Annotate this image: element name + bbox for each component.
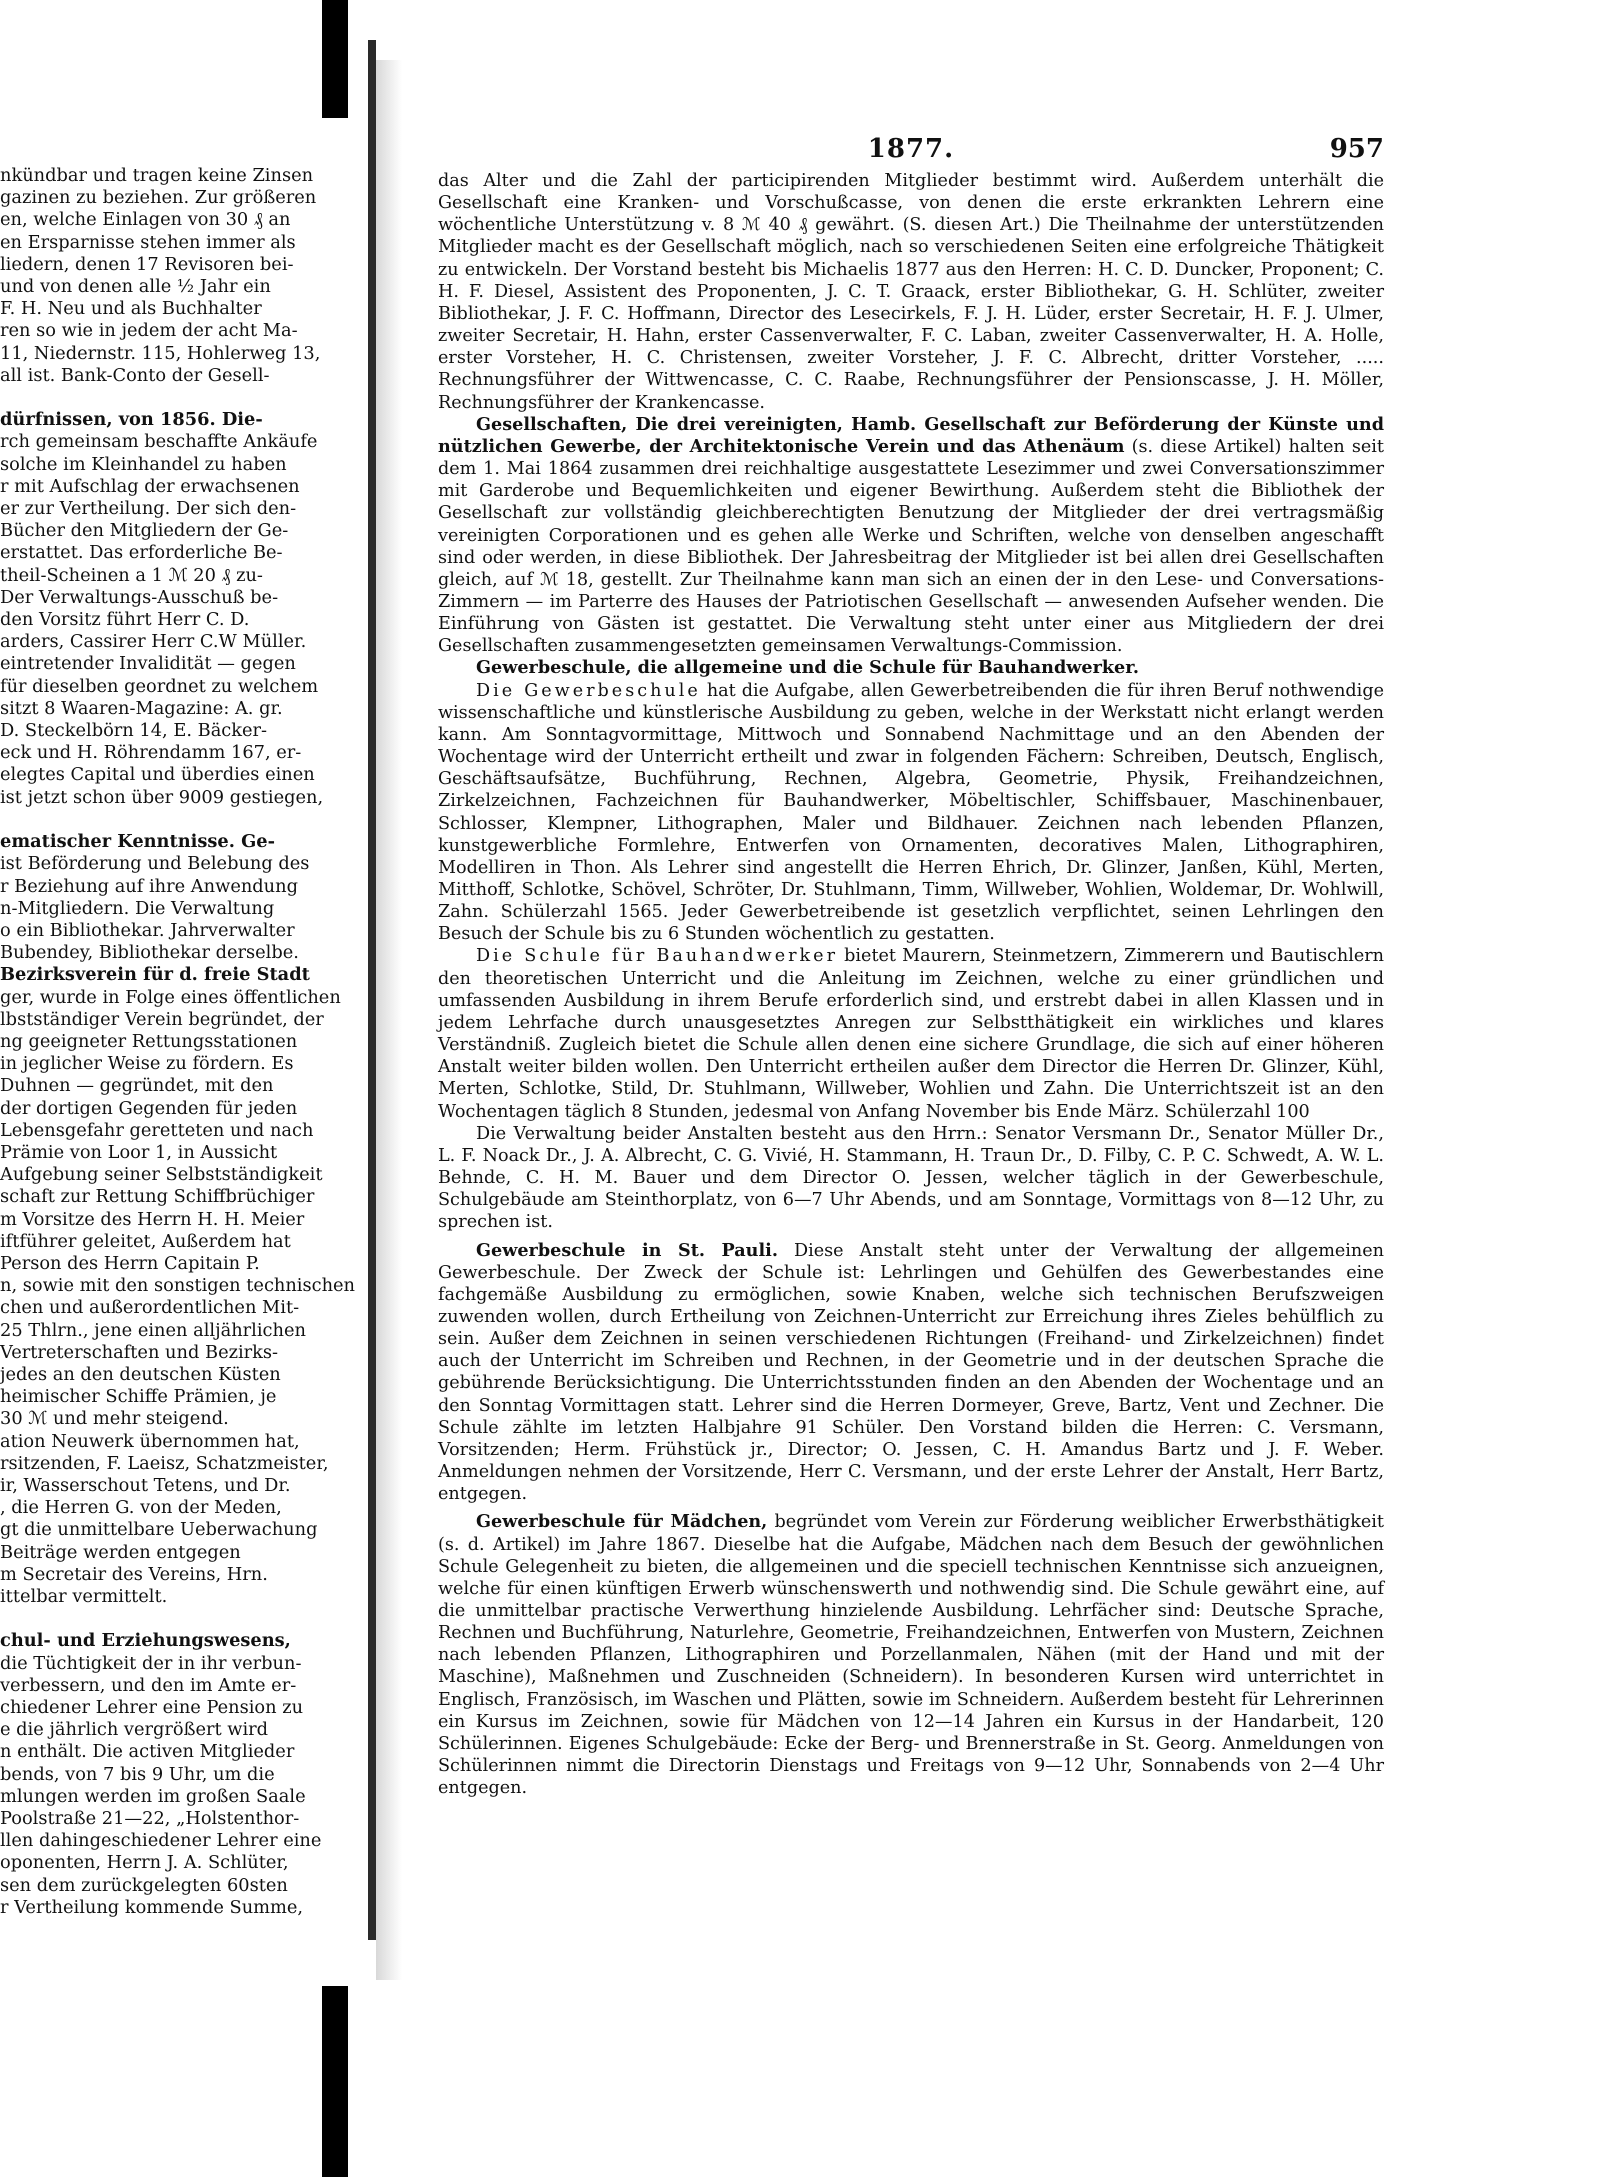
paragraph-verwaltung [438, 1123, 1384, 1234]
left-column-line: Poolstraße 21—22, „Holstenthor- [0, 1808, 300, 1830]
left-column-line: mlungen werden im großen Saale [0, 1785, 306, 1807]
left-column-line: Beiträge werden entgegen [0, 1541, 241, 1563]
left-column-line: bends, von 7 bis 9 Uhr, um die [0, 1763, 275, 1785]
left-column-line: o ein Bibliothekar. Jahrverwalter [0, 919, 295, 941]
left-column-line: n-Mitgliedern. Die Verwaltung [0, 897, 275, 919]
left-column-line: ematischer Kenntnisse. Ge- [0, 831, 275, 853]
left-column-line: r Vertheilung kommende Summe, [0, 1896, 304, 1918]
left-column-line: rch gemeinsam beschaffte Ankäufe [0, 431, 318, 453]
left-column-line: rsitzenden, F. Laeisz, Schatzmeister, [0, 1452, 329, 1474]
left-column-line: all ist. Bank-Conto der Gesell- [0, 364, 270, 386]
left-column-line: gt die unmittelbare Ueberwachung [0, 1519, 318, 1541]
left-column-line: F. H. Neu und als Buchhalter [0, 298, 262, 320]
left-column-line: Duhnen — gegründet, mit den [0, 1075, 274, 1097]
left-column-line: elegtes Capital und überdies einen [0, 764, 315, 786]
entry-text: begründet vom Verein zur Förderung weiblicher Erwerbsthätigkeit (s. d. Artikel) im Jahre 1867. Dieselbe hat die Aufgabe, Mädchen nach dem Besuch der gewöhnlichen Schule Gelegenheit zu bieten, die allgemeinen und die speciell technischen Kenntnisse sich anzueignen, welche für einen künftigen Erwerb wünschenswerth und nothwendig sind. Die Schule gewährt eine, auf die unmittelbar practische Verwerthung hinzielende Ausbildung. Lehrfächer sind: Deutsche Sprache, Rechnen und Buchführung, Naturlehre, Geometrie, Freihandzeichnen, Entwerfen von Mustern, Zeichnen nach lebenden Pflanzen, Lithographiren und Porzellanmalen, Nähen (mit der Hand und mit der Maschine), Maßnehmen und Zuschneiden (Schneidern). In besonderen Kursen wird unterrichtet in Englisch, Französisch, im Waschen und Plätten, sowie im Schneidern. Außerdem besteht für Lehrerinnen ein Kursus im Zeichnen, sowie für Mädchen von 12—14 Jahren ein Kursus in der Handarbeit, 120 Schülerinnen. Eigenes Schulgebäude: Ecke der Berg- und Brennerstraße in St. Georg. Anmeldungen von Schülerinnen nimmt die Directorin Dienstags und Freitags von 9—12 Uhr, Sonnabends von 2—4 Uhr entgegen. [438, 1512, 1384, 1799]
left-column-line: Bubendey, Bibliothekar derselbe. [0, 942, 299, 964]
intro-paragraph: das Alter und die Zahl der participirenden Mitglieder bestimmt wird. Außerdem unterhält die Gesellschaft eine Kranken- und Vorschußcasse, von denen die erste erkrankten Lehrern eine wöchentliche Unterstützung v. 8 ℳ 40 ₰ gewährt. (S. diesen Art.) Die Theilnahme der unterstützenden Mitglieder macht es der Gesellschaft möglich, nach so verschiedenen Seiten eine erfolgreiche Thätigkeit zu entwickeln. Der Vorstand besteht bis Michaelis 1877 aus den Herren: H. C. D. Duncker, Proponent; C. H. F. Diesel, Assistent des Proponenten, J. C. T. Graack, erster Bibliothekar, G. H. Schlüter, zweiter Bibliothekar, J. F. C. Hoffmann, Director des Lesecirkels, F. J. H. Lüder, erster Secretair, H. F. J. Ulmer, zweiter Secretair, H. Hahn, erster Cassenverwalter, F. C. Laban, zweiter Cassenverwalter, H. A. Holle, erster Vorsteher, H. C. Christensen, zweiter Vorsteher, J. F. C. Albrecht, dritter Vorsteher, ..... Rechnungsführer der Wittwencasse, C. C. Raabe, Rechnungsführer der Pensionscasse, J. H. Möller, Rechnungsführer der Krankencasse. [438, 171, 1384, 413]
left-column-line: e die jährlich vergrößert wird [0, 1719, 269, 1741]
paragraph-text: bietet Maurern, Steinmetzern, Zimmerern und Bautischlern den theoretischen Unterricht und die Anleitung im Zeichnen, welche zu einer gründlichen und umfassenden Ausbildung in ihrem Berufe erforderlich sind, und erstrebt dabei in allen Klassen und in jedem Lehrfache durch unausgesetztes Anregen zur Selbstthätigkeit ein wirkliches und klares Verständniß. Zugleich bietet die Schule allen denen eine sichere Grundlage, die sich auf einer höheren Anstalt weiter bilden wollen. Den Unterricht ertheilen außer dem Director die Herren Dr. Glinzer, Kühl, Merten, Schlotke, Stild, Dr. Stuhlmann, Willweber, Wohlien und Zahn. Die Unterrichtszeit ist an den Wochentagen täglich 8 Stunden, jedesmal von Anfang November bis Ende März. Schülerzahl 100 [438, 946, 1384, 1122]
entry-text: (s. diese Artikel) halten seit dem 1. Mai 1864 zusammen drei reichhaltige ausgestattete Lesezimmer und zwei Conversationszimmer mit Garderobe und Bequemlichkeiten und eigener Bewirthung. Außerdem steht die Bibliothek der Gesellschaft zur vollständig gleichberechtigten Benutzung der Mitglieder der drei vertragsmäßig vereinigten Corporationen und es gehen alle Werke und Schriften, welche von denselben angeschafft sind oder werden, in diese Bibliothek. Der Jahresbeitrag der Mitglieder ist bei allen drei Gesellschaften gleich, auf ℳ 18, gestellt. Zur Theilnahme kann man sich an einen der in den Lese- und Conversations-Zimmern — im Parterre des Hauses der Patriotischen Gesellschaft — anwesenden Aufseher wenden. Die Einführung von Gästen ist gestattet. Die Verwaltung steht unter einer aus Mitgliedern der drei Gesellschaften zusammengesetzten gemeinsamen Verwaltungs-Commission. [438, 436, 1385, 657]
left-column-line: r Beziehung auf ihre Anwendung [0, 875, 298, 897]
left-column-line: solche im Kleinhandel zu haben [0, 453, 287, 475]
left-column-line: liedern, denen 17 Revisoren bei- [0, 253, 294, 275]
entry-gesellschaften [438, 414, 1384, 658]
left-column-line: in jeglicher Weise zu fördern. Es [0, 1053, 294, 1075]
left-column-line: , die Herren G. von der Meden, [0, 1497, 282, 1519]
left-column-line: chen und außerordentlichen Mit- [0, 1297, 300, 1319]
paragraph-text: Die Verwaltung beider Anstalten besteht aus den Hrrn.: Senator Versmann Dr., Senator Müller Dr., L. F. Noack Dr., J. A. Albrecht, C. G. Vivié, H. Stammann, H. Traun Dr., D. Filby, C. P. C. Schwedt, A. W. L. Behnde, C. H. M. Bauer und dem Director O. Jessen, welcher täglich in der Gewerbeschule, Schulgebäude am Steinthorplatz, von 6—7 Uhr Abends, und am Sonntage, Vormittags von 8—12 Uhr, zu sprechen ist. [438, 1123, 1384, 1233]
left-column-line: und von denen alle ½ Jahr ein [0, 276, 271, 298]
left-column-line: ir, Wasserschout Tetens, und Dr. [0, 1474, 291, 1496]
left-column-line: ng geeigneter Rettungsstationen [0, 1030, 298, 1052]
binding-edge [368, 40, 376, 1940]
left-column-line: theil-Scheinen a 1 ℳ 20 ₰ zu- [0, 564, 263, 586]
left-column-line: ation Neuwerk übernommen hat, [0, 1430, 300, 1452]
entry-gewerbeschule-heading [438, 657, 1384, 679]
page-gutter [376, 60, 402, 1980]
left-column-line: n, sowie mit den sonstigen technischen [0, 1275, 355, 1297]
left-column-line: Person des Herrn Capitain P. [0, 1252, 260, 1274]
binding-edge-bottom [322, 1986, 348, 2177]
left-column-line [0, 809, 365, 831]
left-column-line: en Ersparnisse stehen immer als [0, 231, 296, 253]
left-column-line: für dieselben geordnet zu welchem [0, 675, 319, 697]
left-column-line: llen dahingeschiedener Lehrer eine [0, 1830, 322, 1852]
left-column-line: Lebensgefahr geretteten und nach [0, 1119, 314, 1141]
left-column-line: arders, Cassirer Herr C.W Müller. [0, 631, 307, 653]
page-year: 1877. [867, 134, 955, 164]
entry-heading: Gewerbeschule, die allgemeine und die Schule für Bauhandwerker. [476, 657, 1140, 679]
left-column-line: Bücher den Mitgliedern der Ge- [0, 520, 289, 542]
entry-heading: Gewerbeschule für Mädchen, [476, 1511, 768, 1533]
left-column-line: m Secretair des Vereins, Hrn. [0, 1563, 268, 1585]
entry-maedchen [438, 1511, 1384, 1799]
left-column-line: die Tüchtigkeit der in ihr verbun- [0, 1652, 302, 1674]
left-column-line: dürfnissen, von 1856. Die- [0, 409, 263, 431]
left-column-line [0, 387, 365, 409]
left-column-line: heimischer Schiffe Prämien, je [0, 1386, 277, 1408]
left-column-line: eintretender Invalidität — gegen [0, 653, 296, 675]
left-column-line: ist Beförderung und Belebung des [0, 853, 310, 875]
left-column-line: ger, wurde in Folge eines öffentlichen [0, 986, 341, 1008]
entry-heading: Gewerbeschule in St. Pauli. [476, 1239, 778, 1261]
left-column-line: en, welche Einlagen von 30 ₰ an [0, 209, 291, 231]
left-column-line: sitzt 8 Waaren-Magazine: A. gr. [0, 697, 283, 719]
paragraph-text: hat die Aufgabe, allen Gewerbetreibenden die für ihren Beruf nothwendige wissenschaftliche und künstlerische Ausbildung zu geben, welche in der Werkstatt nicht erlangt werden kann. Am Sonntagvormittage, Mittwoch und Sonnabend Nachmittage und an den Abenden der Wochentage wird der Unterricht ertheilt und zwar in folgenden Fächern: Schreiben, Deutsch, Englisch, Geschäftsaufsätze, Buchführung, Rechnen, Algebra, Geometrie, Physik, Freihandzeichnen, Zirkelzeichnen, Fachzeichnen für Bauhandwerker, Möbeltischler, Schiffsbauer, Maschinenbauer, Schlosser, Klempner, Lithographen, Maler und Bildhauer. Zeichnen nach lebenden Pflanzen, kunstgewerbliche Formlehre, Entwerfen von Ornamenten, decoratives Malen, Lithographiren, Modelliren in Thon. Als Lehrer sind angestellt die Herren Ehrich, Dr. Glinzer, Janßen, Kühl, Merten, Mitthoff, Schlotke, Schövel, Schröter, Dr. Stuhlmann, Timm, Willweber, Wohlien, Woldemar, Dr. Wohlwill, Zahn. Schülerzahl 1565. Jeder Gewerbetreibende ist gesetzlich verpflichtet, seinen Lehrlingen den Besuch der Schule bis zu 6 Stunden wöchentlich zu gestatten. [438, 680, 1384, 945]
left-column-line: der dortigen Gegenden für jeden [0, 1097, 298, 1119]
left-column-line: n enthält. Die activen Mitglieder [0, 1741, 295, 1763]
entry-text: Diese Anstalt steht unter der Verwaltung der allgemeinen Gewerbeschule. Der Zweck der Schule ist: Lehrlingen und Gehülfen des Gewerbestandes eine fachgemäße Ausbildung zu ermöglichen, sowie Knaben, welche sich technischen Berufszweigen zuwenden wollen, durch Ertheilung von Zeichnen-Unterricht zur Erreichung ihres Zieles behülflich zu sein. Außer dem Zeichnen in seinen verschiedenen Richtungen (Freihand- und Zirkelzeichnen) findet auch der Unterricht im Schreiben und Rechnen, in der Geometrie und in der deutschen Sprache die gebührende Berücksichtigung. Die Unterrichtsstunden finden an den Abenden der Wochentage und an den Sonntag Vormittagen statt. Lehrer sind die Herren Dormeyer, Greve, Bartz, Vent und Zechner. Die Schule zählte im letzten Halbjahre 91 Schüler. Den Vorstand bilden die Herren: C. Versmann, Vorsitzenden; Herm. Frühstück jr., Director; O. Jessen, C. H. Amandus Bartz und J. F. Weber. Anmeldungen nehmen der Vorsitzende, Herr C. Versmann, und der erste Lehrer der Anstalt, Herr Bartz, entgegen. [438, 1240, 1384, 1505]
left-column-line: den Vorsitz führt Herr C. D. [0, 609, 250, 631]
left-column-line: schaft zur Rettung Schiffbrüchiger [0, 1186, 315, 1208]
left-column-line: lbstständiger Verein begründet, der [0, 1008, 324, 1030]
left-column-line: iftführer geleitet, Außerdem hat [0, 1230, 291, 1252]
left-column-line: 11, Niedernstr. 115, Hohlerweg 13, [0, 342, 321, 364]
left-column-line: chul- und Erziehungswesens, [0, 1630, 291, 1652]
left-column-line: verbessern, und den im Amte er- [0, 1674, 297, 1696]
binding-edge-top [322, 0, 348, 118]
left-column-line: eck und H. Röhrendamm 167, er- [0, 742, 302, 764]
lead-words: Die Gewerbeschule [476, 680, 701, 701]
page-number: 957 [1329, 134, 1384, 164]
left-column-line: ren so wie in jedem der acht Ma- [0, 320, 298, 342]
left-column-line: Prämie von Loor 1, in Aussicht [0, 1141, 278, 1163]
paragraph-bauhandwerker [438, 945, 1384, 1122]
left-column-line: erstattet. Das erforderliche Be- [0, 542, 283, 564]
left-column-line: m Vorsitze des Herrn H. H. Meier [0, 1208, 305, 1230]
left-column-line: sen dem zurückgelegten 60sten [0, 1874, 288, 1896]
left-column-line: chiedener Lehrer eine Pension zu [0, 1697, 304, 1719]
left-column-line: ist jetzt schon über 9009 gestiegen, [0, 786, 324, 808]
left-column-line: r mit Aufschlag der erwachsenen [0, 475, 300, 497]
entry-st-pauli [438, 1240, 1384, 1506]
left-column-line: oponenten, Herrn J. A. Schlüter, [0, 1852, 289, 1874]
left-column-line: Bezirksverein für d. freie Stadt [0, 964, 310, 986]
left-column-line: ittelbar vermittelt. [0, 1586, 168, 1607]
left-column-line: er zur Vertheilung. Der sich den- [0, 498, 297, 520]
running-head [438, 130, 1384, 170]
entry-heading: Gesellschaften, Die drei vereinigten, Hamb. Gesellschaft zur Beförderung der Künste und nützlichen Gewerbe, der Architektonische Verein und das Athenäum [438, 413, 1384, 457]
left-column-line: 30 ℳ und mehr steigend. [0, 1408, 229, 1430]
left-page-column [0, 165, 365, 1945]
left-column-line: nkündbar und tragen keine Zinsen [0, 165, 314, 186]
paragraph-gewerbeschule [438, 680, 1384, 946]
left-column-line: jedes an den deutschen Küsten [0, 1363, 281, 1385]
left-column-line: Der Verwaltungs-Ausschuß be- [0, 586, 279, 608]
left-column-line: D. Steckelbörn 14, E. Bäcker- [0, 720, 268, 742]
left-column-line: Vertreterschaften und Bezirks- [0, 1341, 279, 1363]
right-page [438, 130, 1384, 1799]
left-column-line [0, 1608, 365, 1630]
lead-words: Die Schule für Bauhandwerker [476, 946, 838, 967]
left-column-line: 25 Thlrn., jene einen alljährlichen [0, 1319, 306, 1341]
left-column-line: gazinen zu beziehen. Zur größeren [0, 187, 317, 209]
left-column-line: Aufgebung seiner Selbstständigkeit [0, 1164, 323, 1186]
